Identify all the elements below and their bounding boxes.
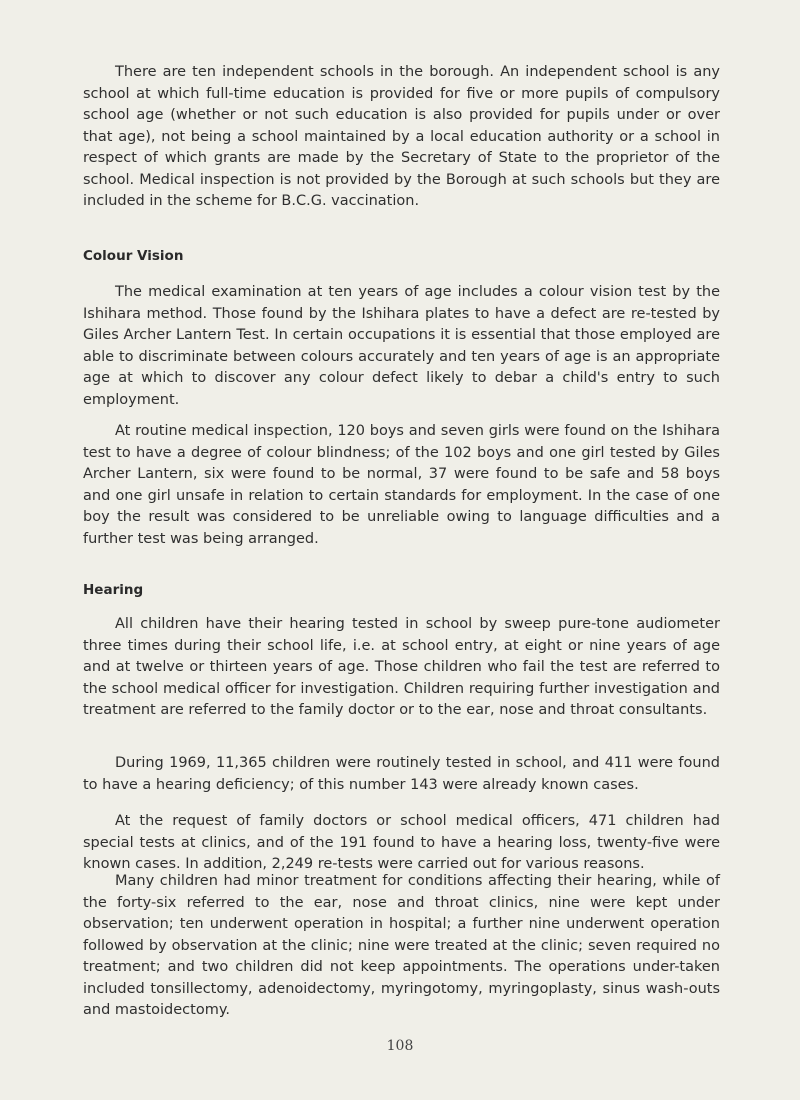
paragraph-independent-schools: There are ten independent schools in the borough. An independent school is any school at which full-time education is provided for five or more pupils of compulsory school age (whether or not such education is also provided for pupils under or over that age), not being a school maintained by a local education authority or a school in respect of which grants are made by the Secretary of State to the proprietor of the school. Medical inspection is not provided by the Borough at such schools but they are included in the scheme for B.C.G. vaccination.: [83, 64, 720, 209]
heading-colour-vision: Colour Vision: [83, 248, 184, 264]
page-number: 108: [386, 1038, 414, 1054]
paragraph-hearing-special-tests: At the request of family doctors or school medical officers, 471 children had special tests at clinics, and of the 191 found to have a hearing loss, twenty-five were known cases. In addition, 2,249 re-tests were carried out for various reasons.: [83, 813, 720, 872]
paragraph-hearing-1969: During 1969, 11,365 children were routinely tested in school, and 411 were found to have a hearing deficiency; of this number 143 were already known cases.: [83, 755, 720, 793]
paragraph-colour-vision-results: At routine medical inspection, 120 boys and seven girls were found on the Ishihara test to have a degree of colour blindness; of the 102 boys and one girl tested by Giles Archer Lantern, six were found to be normal, 37 were found to be safe and 58 boys and one girl unsafe in relation to certain standards for employment. In the case of one boy the result was considered to be unreliable owing to language difficulties and a further test was being arranged.: [83, 423, 720, 547]
paragraph-colour-vision-method: The medical examination at ten years of age includes a colour vision test by the Ishihara method. Those found by the Ishihara plates to have a defect are re-tested by Giles Archer Lantern Test. In certain occupations it is essential that those employed are able to discriminate between colours accurately and ten years of age is an appropriate age at which to discover any colour defect likely to debar a child's entry to such employment.: [83, 284, 720, 408]
paragraph-hearing-tests: All children have their hearing tested in school by sweep pure-tone audiometer three times during their school life, i.e. at school entry, at eight or nine years of age and at twelve or thirteen years of age. Those children who fail the test are referred to the school medical officer for investigation. Children requiring further investigation and treatment are referred to the family doctor or to the ear, nose and throat consultants.: [83, 616, 720, 718]
heading-hearing: Hearing: [83, 582, 144, 598]
paragraph-hearing-treatment: Many children had minor treatment for conditions affecting their hearing, while of the forty-six referred to the ear, nose and throat clinics, nine were kept under observation; ten underwent operation in hospital; a further nine underwent operation followed by observation at the clinic; nine were treated at the clinic; seven required no treatment; and two children did not keep appointments. The operations under-taken included tonsillectomy, adenoidectomy, myringotomy, myringoplasty, sinus wash-outs and mastoidectomy.: [83, 873, 720, 1018]
